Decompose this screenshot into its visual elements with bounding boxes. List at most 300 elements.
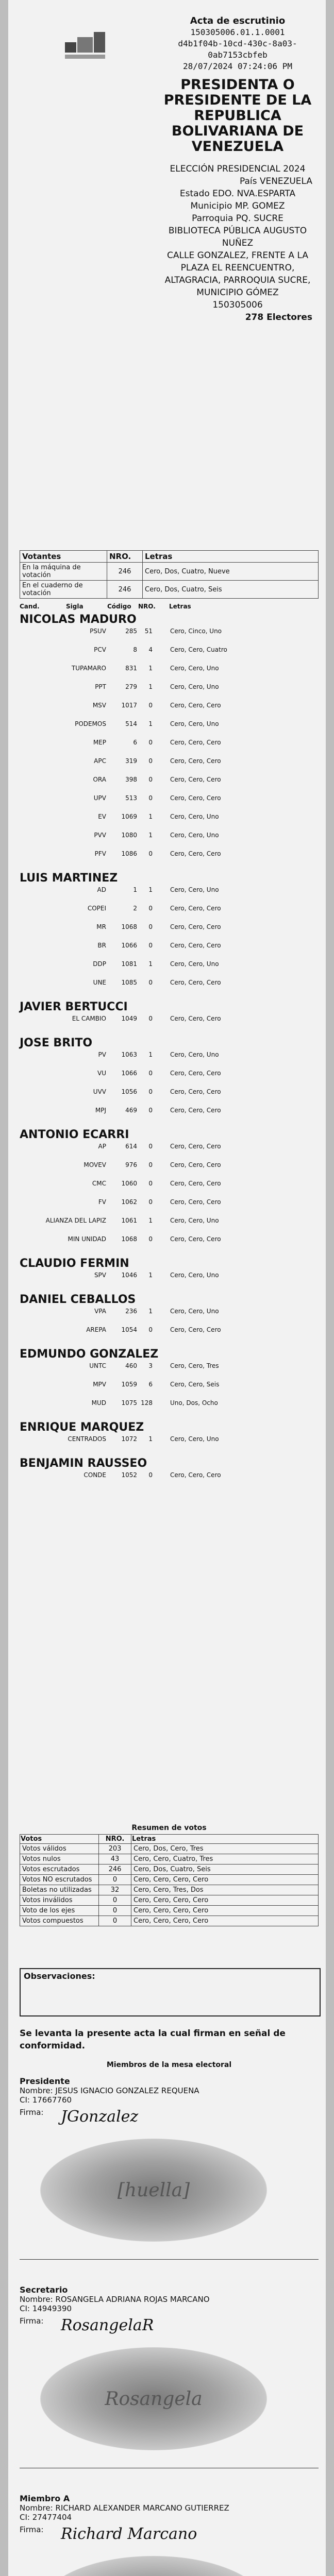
vote-summary-table: [20, 1834, 319, 1926]
row-label: Votos nulos: [20, 1854, 99, 1865]
party-votes: 1: [148, 720, 153, 727]
candidate-name: ANTONIO ECARRI: [20, 1128, 129, 1141]
row-num: 43: [99, 1854, 131, 1865]
party-code: 1060: [121, 1180, 137, 1187]
firma-label: Firma:: [20, 2108, 44, 2117]
hdr-nro: NRO.: [138, 603, 156, 610]
party-letters: Cero, Cero, Cero: [170, 905, 221, 912]
party-sigla: MSV: [92, 702, 106, 709]
member-ci: CI: 27477404: [20, 2513, 72, 2522]
row-num: 0: [99, 1875, 131, 1885]
party-letters: Cero, Cero, Uno: [170, 1272, 219, 1279]
party-sigla: AD: [97, 886, 106, 893]
table-row: [20, 1865, 319, 1875]
party-code: 1066: [121, 1070, 137, 1077]
candidate-block: [20, 1293, 319, 1344]
party-code: 2: [133, 905, 137, 912]
row-num: 0: [99, 1916, 131, 1926]
party-votes: 1: [148, 886, 153, 893]
party-letters: Cero, Cero, Cero: [170, 942, 221, 949]
row-label: Boletas no utilizadas: [20, 1885, 99, 1895]
party-code: 460: [125, 1362, 137, 1369]
party-letters: Cero, Cero, Cero: [170, 1161, 221, 1168]
party-letters: Cero, Cero, Uno: [170, 886, 219, 893]
party-code: 831: [125, 665, 137, 672]
row-letters: Cero, Cero, Cero, Cero: [131, 1906, 319, 1916]
party-row: [20, 831, 319, 849]
party-letters: Cero, Cero, Uno: [170, 720, 219, 727]
party-sigla: MR: [96, 923, 106, 930]
party-code: 1052: [121, 1471, 137, 1479]
handwritten-signature: RosangelaR: [61, 2316, 154, 2334]
member-name: Nombre: ROSANGELA ADRIANA ROJAS MARCANO: [20, 2295, 210, 2304]
party-letters: Cero, Cero, Cero: [170, 1326, 221, 1333]
col-letras: Letras: [143, 551, 319, 563]
member-role: Miembro A: [20, 2494, 70, 2503]
party-votes: 0: [148, 942, 153, 949]
party-sigla: ALIANZA DEL LAPIZ: [45, 1217, 106, 1224]
party-row: [20, 1234, 319, 1253]
party-votes: 1: [148, 1217, 153, 1224]
party-code: 1081: [121, 960, 137, 968]
party-row: [20, 1398, 319, 1417]
party-votes: 0: [148, 979, 153, 986]
party-sigla: UPV: [93, 794, 106, 802]
party-row: [20, 1050, 319, 1069]
candidate-name: CLAUDIO FERMIN: [20, 1257, 129, 1270]
candidate-block: [20, 613, 319, 868]
member-role: Presidente: [20, 2076, 70, 2086]
party-votes: 0: [148, 905, 153, 912]
party-row: [20, 978, 319, 996]
party-sigla: AREPA: [86, 1326, 106, 1333]
party-letters: Cero, Cero, Uno: [170, 1435, 219, 1443]
acta-hash-2: 0ab7153cbfeb: [208, 50, 268, 60]
party-code: 1059: [121, 1381, 137, 1388]
party-code: 285: [125, 628, 137, 635]
row-letters: Cero, Cero, Cero, Cero: [131, 1875, 319, 1885]
party-votes: 1: [148, 1051, 153, 1058]
party-code: 1068: [121, 1235, 137, 1243]
row-label: En la máquina de votación: [20, 563, 107, 581]
party-sigla: PSUV: [90, 628, 106, 635]
party-votes: 0: [148, 1107, 153, 1114]
party-sigla: MIN UNIDAD: [68, 1235, 106, 1243]
candidate-name: JOSE BRITO: [20, 1037, 93, 1049]
party-sigla: CMC: [92, 1180, 106, 1187]
party-letters: Cero, Cero, Uno: [170, 1308, 219, 1315]
party-letters: Cero, Cero, Cero: [170, 794, 221, 802]
party-sigla: MPJ: [95, 1107, 106, 1114]
table-row: [20, 1854, 319, 1865]
election-title: PRESIDENTA O PRESIDENTE DE LA REPUBLICA BOLIVARIANA DE VENEZUELA: [163, 77, 312, 155]
hdr-sigla: Sigla: [66, 603, 84, 610]
party-row: [20, 1270, 319, 1289]
party-row: [20, 1434, 319, 1453]
party-row: [20, 1160, 319, 1179]
candidate-column-headers: [20, 603, 319, 610]
party-code: 1063: [121, 1051, 137, 1058]
members-title: Miembros de la mesa electoral: [106, 2061, 232, 2069]
party-row: [20, 1325, 319, 1344]
signature-area: [20, 2525, 319, 2576]
party-row: [20, 626, 319, 645]
party-sigla: PODEMOS: [75, 720, 106, 727]
handwritten-signature: Richard Marcano: [61, 2525, 197, 2543]
party-sigla: CENTRADOS: [68, 1435, 106, 1443]
party-letters: Cero, Cero, Cuatro: [170, 646, 227, 653]
party-votes: 0: [148, 850, 153, 857]
party-row: [20, 1380, 319, 1398]
row-label: Votos compuestos: [20, 1916, 99, 1926]
party-letters: Cero, Cinco, Uno: [170, 628, 222, 635]
row-num: 0: [99, 1906, 131, 1916]
party-votes: 0: [148, 794, 153, 802]
voter-count: 278 Electores: [245, 312, 312, 323]
row-num: 246: [99, 1865, 131, 1875]
party-row: [20, 1106, 319, 1124]
party-sigla: TUPAMARO: [71, 665, 106, 672]
party-row: [20, 1179, 319, 1197]
party-letters: Cero, Cero, Uno: [170, 1051, 219, 1058]
party-votes: 0: [148, 1015, 153, 1022]
party-sigla: BR: [97, 942, 106, 949]
row-letters: Cero, Cero, Cero, Cero: [131, 1916, 319, 1926]
candidate-block: [20, 1421, 319, 1453]
vote-summary-title: Resumen de votos: [131, 1824, 207, 1832]
voter-summary-table: [20, 550, 319, 599]
hdr-letras: Letras: [169, 603, 191, 610]
party-votes: 4: [148, 646, 153, 653]
party-row: [20, 1069, 319, 1087]
candidate-name: EDMUNDO GONZALEZ: [20, 1348, 159, 1361]
party-votes: 1: [148, 832, 153, 839]
row-label: Votos NO escrutados: [20, 1875, 99, 1885]
candidate-results: [20, 613, 319, 1493]
table-row: [20, 563, 319, 581]
candidate-block: [20, 1348, 319, 1417]
election-name: ELECCIÓN PRESIDENCIAL 2024: [170, 164, 306, 174]
party-votes: 0: [148, 1088, 153, 1095]
divider: [20, 2468, 319, 2469]
row-num: 246: [107, 563, 143, 581]
party-row: [20, 885, 319, 904]
party-code: 1080: [121, 832, 137, 839]
row-letters: Cero, Cero, Tres, Dos: [131, 1885, 319, 1895]
party-votes: 3: [148, 1362, 153, 1369]
party-sigla: SPV: [94, 1272, 106, 1279]
firma-label: Firma:: [20, 2525, 44, 2534]
center-address: CALLE GONZALEZ, FRENTE A LA PLAZA EL REENCUENTRO, ALTAGRACIA, PARROQUIA SUCRE, MUNICIPIO GÓMEZ: [164, 250, 311, 298]
party-letters: Uno, Dos, Ocho: [170, 1399, 218, 1406]
party-row: [20, 775, 319, 793]
member-signature-block: [20, 2494, 319, 2576]
party-row: [20, 1361, 319, 1380]
party-letters: Cero, Cero, Tres: [170, 1362, 219, 1369]
party-row: [20, 682, 319, 701]
member-name: Nombre: JESUS IGNACIO GONZALEZ REQUENA: [20, 2086, 199, 2095]
candidate-name: LUIS MARTINEZ: [20, 872, 118, 885]
party-sigla: DDP: [93, 960, 106, 968]
party-sigla: PFV: [94, 850, 106, 857]
party-letters: Cero, Cero, Uno: [170, 960, 219, 968]
party-code: 1075: [121, 1399, 137, 1406]
party-letters: Cero, Cero, Uno: [170, 832, 219, 839]
party-sigla: ORA: [93, 776, 106, 783]
table-row: [20, 1875, 319, 1885]
party-row: [20, 959, 319, 978]
party-votes: 1: [148, 1435, 153, 1443]
row-num: 203: [99, 1844, 131, 1854]
party-letters: Cero, Cero, Cero: [170, 702, 221, 709]
party-row: [20, 793, 319, 812]
party-code: 398: [125, 776, 137, 783]
party-votes: 0: [148, 1143, 153, 1150]
party-votes: 1: [148, 1308, 153, 1315]
state: Estado EDO. NVA.ESPARTA: [179, 189, 296, 199]
fingerprint-mark: [huella]: [40, 2139, 267, 2242]
party-letters: Cero, Cero, Cero: [170, 1088, 221, 1095]
row-label: Votos válidos: [20, 1844, 99, 1854]
observations-label: Observaciones:: [24, 1971, 95, 1981]
candidate-block: [20, 1457, 319, 1489]
signature-intro: Se levanta la presente acta la cual firman en señal de conformidad.: [20, 2028, 286, 2051]
party-votes: 1: [148, 813, 153, 820]
candidate-block: [20, 1001, 319, 1032]
party-row: [20, 645, 319, 664]
party-code: 279: [125, 683, 137, 690]
divider: [20, 2259, 319, 2260]
party-votes: 0: [148, 923, 153, 930]
party-code: 1066: [121, 942, 137, 949]
party-votes: 1: [148, 960, 153, 968]
party-sigla: EV: [98, 813, 106, 820]
party-sigla: FV: [98, 1198, 106, 1206]
col-votos: Votos: [20, 1835, 99, 1844]
row-label: Voto de los ejes: [20, 1906, 99, 1916]
party-letters: Cero, Cero, Cero: [170, 1235, 221, 1243]
party-votes: 0: [148, 739, 153, 746]
candidate-name: ENRIQUE MARQUEZ: [20, 1421, 144, 1434]
hdr-codigo: Código: [107, 603, 131, 610]
party-code: 1068: [121, 923, 137, 930]
party-letters: Cero, Cero, Cero: [170, 1180, 221, 1187]
candidate-name: BENJAMIN RAUSSEO: [20, 1457, 147, 1470]
party-votes: 0: [148, 1180, 153, 1187]
party-code: 1062: [121, 1198, 137, 1206]
party-votes: 0: [148, 1070, 153, 1077]
candidate-block: [20, 1037, 319, 1124]
row-letters: Cero, Dos, Cero, Tres: [131, 1844, 319, 1854]
party-sigla: PCV: [94, 646, 106, 653]
party-votes: 0: [148, 1326, 153, 1333]
municipality: Municipio MP. GOMEZ: [190, 201, 285, 211]
party-letters: Cero, Cero, Cero: [170, 1471, 221, 1479]
party-sigla: PV: [98, 1051, 106, 1058]
party-code: 1056: [121, 1088, 137, 1095]
candidate-block: [20, 1128, 319, 1253]
party-votes: 1: [148, 1272, 153, 1279]
member-name: Nombre: RICHARD ALEXANDER MARCANO GUTIERREZ: [20, 2503, 229, 2513]
row-letters: Cero, Cero, Cuatro, Tres: [131, 1854, 319, 1865]
party-sigla: VU: [97, 1070, 106, 1077]
acta-header: [163, 15, 312, 324]
party-code: 1061: [121, 1217, 137, 1224]
party-row: [20, 1142, 319, 1160]
party-letters: Cero, Cero, Cero: [170, 757, 221, 765]
party-sigla: MEP: [93, 739, 106, 746]
party-letters: Cero, Cero, Cero: [170, 739, 221, 746]
candidate-name: DANIEL CEBALLOS: [20, 1293, 136, 1306]
row-label: En el cuaderno de votación: [20, 581, 107, 599]
party-row: [20, 1216, 319, 1234]
party-row: [20, 1014, 319, 1032]
party-votes: 51: [144, 628, 153, 635]
row-letters: Cero, Dos, Cuatro, Seis: [131, 1865, 319, 1875]
party-code: 1049: [121, 1015, 137, 1022]
table-row: [20, 1844, 319, 1854]
acta-hash-1: d4b1f04b-10cd-430c-8a03-: [178, 39, 297, 48]
party-code: 1046: [121, 1272, 137, 1279]
party-sigla: PVV: [94, 832, 106, 839]
acta-timestamp: 28/07/2024 07:24:06 PM: [183, 61, 292, 71]
party-code: 6: [133, 739, 137, 746]
member-ci: CI: 17667760: [20, 2095, 72, 2105]
acta-id: 150305006.01.1.0001: [190, 27, 285, 37]
party-letters: Cero, Cero, Uno: [170, 683, 219, 690]
party-letters: Cero, Cero, Cero: [170, 850, 221, 857]
party-votes: 6: [148, 1381, 153, 1388]
party-votes: 0: [148, 776, 153, 783]
party-code: 514: [125, 720, 137, 727]
party-code: 1072: [121, 1435, 137, 1443]
table-row: [20, 1895, 319, 1906]
party-letters: Cero, Cero, Cero: [170, 1107, 221, 1114]
observations-box: [20, 1968, 321, 2016]
table-row: [20, 581, 319, 599]
party-sigla: CONDE: [84, 1471, 106, 1479]
party-votes: 0: [148, 1161, 153, 1168]
signature-area: [20, 2108, 319, 2257]
voting-center: BIBLIOTECA PÚBLICA AUGUSTO NUÑEZ: [168, 226, 307, 248]
row-num: 246: [107, 581, 143, 599]
party-sigla: APC: [94, 757, 106, 765]
party-code: 1017: [121, 702, 137, 709]
acta-document: [8, 0, 326, 2576]
party-row: [20, 1087, 319, 1106]
row-num: 32: [99, 1885, 131, 1895]
party-sigla: COPEI: [87, 905, 106, 912]
vote-summary-section: [20, 1824, 319, 1926]
party-sigla: MPV: [93, 1381, 106, 1388]
party-votes: 0: [148, 757, 153, 765]
party-code: 513: [125, 794, 137, 802]
party-votes: 0: [148, 1471, 153, 1479]
party-letters: Cero, Cero, Cero: [170, 1198, 221, 1206]
party-row: [20, 1470, 319, 1489]
table-row: [20, 1885, 319, 1895]
candidate-name: JAVIER BERTUCCI: [20, 1001, 128, 1013]
center-code: 150305006: [212, 300, 263, 310]
party-row: [20, 1197, 319, 1216]
cne-logo: [65, 32, 106, 63]
member-signature-block: [20, 2285, 319, 2469]
party-sigla: UVV: [93, 1088, 106, 1095]
handwritten-signature: JGonzalez: [61, 2108, 139, 2126]
party-votes: 0: [148, 1198, 153, 1206]
party-votes: 0: [148, 1235, 153, 1243]
party-row: [20, 1307, 319, 1325]
row-num: 0: [99, 1895, 131, 1906]
party-row: [20, 719, 319, 738]
firma-label: Firma:: [20, 2316, 44, 2326]
member-role: Secretario: [20, 2285, 68, 2295]
col-nro: NRO.: [99, 1835, 131, 1844]
party-code: 614: [125, 1143, 137, 1150]
party-letters: Cero, Cero, Cero: [170, 979, 221, 986]
party-sigla: PPT: [95, 683, 106, 690]
fingerprint-mark: [40, 2556, 267, 2576]
party-row: [20, 941, 319, 959]
party-votes: 128: [141, 1399, 153, 1406]
party-sigla: UNTC: [89, 1362, 106, 1369]
party-code: 1086: [121, 850, 137, 857]
party-letters: Cero, Cero, Uno: [170, 1217, 219, 1224]
country: País VENEZUELA: [239, 176, 312, 187]
party-code: 1085: [121, 979, 137, 986]
candidate-name: NICOLAS MADURO: [20, 613, 137, 626]
party-letters: Cero, Cero, Cero: [170, 1015, 221, 1022]
candidate-block: [20, 872, 319, 996]
party-letters: Cero, Cero, Cero: [170, 776, 221, 783]
row-letters: Cero, Cero, Cero, Cero: [131, 1895, 319, 1906]
party-letters: Cero, Cero, Cero: [170, 1143, 221, 1150]
member-ci: CI: 14949390: [20, 2304, 72, 2313]
party-sigla: MOVEV: [84, 1161, 106, 1168]
member-signature-block: [20, 2076, 319, 2260]
party-letters: Cero, Cero, Uno: [170, 665, 219, 672]
table-row: [20, 1906, 319, 1916]
party-row: [20, 738, 319, 756]
party-row: [20, 849, 319, 868]
party-code: 469: [125, 1107, 137, 1114]
hdr-cand: Cand.: [20, 603, 40, 610]
party-code: 319: [125, 757, 137, 765]
party-row: [20, 904, 319, 922]
col-votantes: Votantes: [20, 551, 107, 563]
party-sigla: EL CAMBIO: [72, 1015, 106, 1022]
row-letters: Cero, Dos, Cuatro, Seis: [143, 581, 319, 599]
party-letters: Cero, Cero, Cero: [170, 1070, 221, 1077]
candidate-block: [20, 1257, 319, 1289]
party-code: 1054: [121, 1326, 137, 1333]
party-letters: Cero, Cero, Cero: [170, 923, 221, 930]
table-row: [20, 1916, 319, 1926]
acta-title: Acta de escrutinio: [190, 15, 286, 26]
party-sigla: UNE: [93, 979, 106, 986]
col-letras: Letras: [131, 1835, 319, 1844]
party-sigla: VPA: [94, 1308, 106, 1315]
party-code: 1: [133, 886, 137, 893]
party-row: [20, 701, 319, 719]
row-letters: Cero, Dos, Cuatro, Nueve: [143, 563, 319, 581]
party-row: [20, 922, 319, 941]
parish: Parroquia PQ. SUCRE: [192, 213, 283, 224]
party-code: 976: [125, 1161, 137, 1168]
party-sigla: MUD: [91, 1399, 106, 1406]
party-letters: Cero, Cero, Uno: [170, 813, 219, 820]
party-sigla: AP: [98, 1143, 106, 1150]
